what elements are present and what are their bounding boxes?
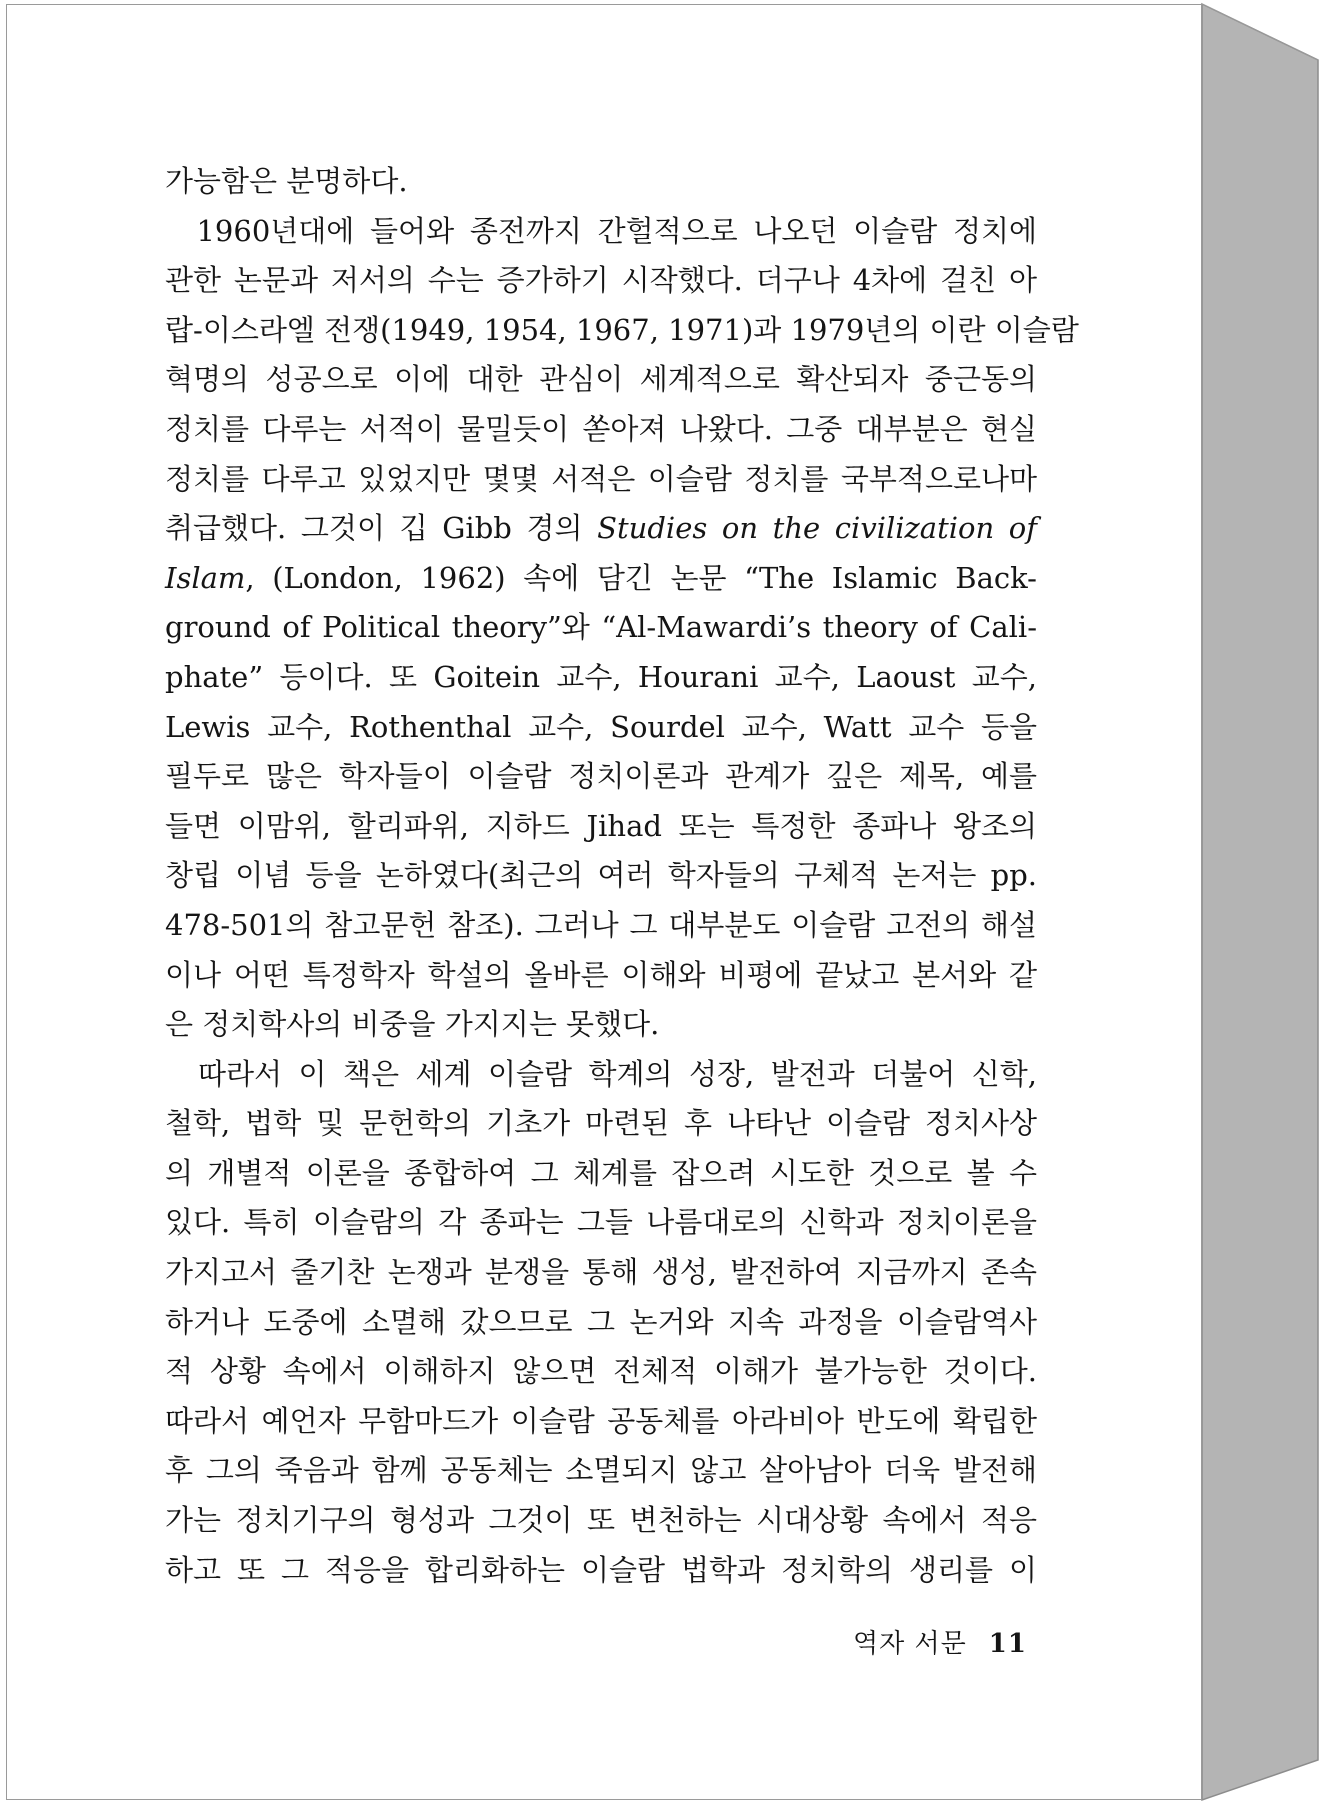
text-line: 하거나 도중에 소멸해 갔으므로 그 논거와 지속 과정을 이슬람역사 xyxy=(165,1304,1037,1339)
text-line: 있다. 특히 이슬람의 각 종파는 그들 나름대로의 신학과 정치이론을 xyxy=(165,1205,1037,1240)
text-line: 철학, 법학 및 문헌학의 기초가 마련된 후 나타난 이슬람 정치사상 xyxy=(165,1106,1037,1141)
text-line: 하고 또 그 적응을 합리화하는 이슬람 법학과 정치학의 생리를 이 xyxy=(165,1552,1037,1587)
text-segment: , (London, 1962) 속에 담긴 논문 “The Islamic Back- xyxy=(245,560,1037,595)
text-line: 후 그의 죽음과 함께 공동체는 소멸되지 않고 살아남아 더욱 발전해 xyxy=(165,1453,1037,1488)
text-line xyxy=(165,504,1037,554)
text-line: 혁명의 성공으로 이에 대한 관심이 세계적으로 확산되자 중근동의 xyxy=(165,362,1037,397)
text-line: 창립 이념 등을 논하였다(최근의 여러 학자들의 구체적 논저는 pp. xyxy=(165,858,1037,893)
text-line: 은 정치학사의 비중을 가지지는 못했다. xyxy=(165,1007,660,1042)
text-line: 정치를 다루는 서적이 물밀듯이 쏟아져 나왔다. 그중 대부분은 현실 xyxy=(165,411,1037,446)
text-line: 478-501의 참고문헌 참조). 그러나 그 대부분도 이슬람 고전의 해설 xyxy=(165,907,1037,942)
text-line: 랍-이스라엘 전쟁(1949, 1954, 1967, 1971)과 1979년의 이란 이슬람 xyxy=(165,312,1079,347)
text-line: 1960년대에 들어와 종전까지 간헐적으로 나오던 이슬람 정치에 xyxy=(165,213,1037,248)
text-line: 가능함은 분명하다. xyxy=(165,164,408,198)
text-line: 적 상황 속에서 이해하지 않으면 전체적 이해가 불가능한 것이다. xyxy=(165,1354,1037,1389)
text-line: Lewis 교수, Rothenthal 교수, Sourdel 교수, Watt 교수 등을 xyxy=(165,709,1037,744)
page xyxy=(6,4,1202,1800)
text-line: 따라서 이 책은 세계 이슬람 학계의 성장, 발전과 더불어 신학, xyxy=(165,1056,1037,1091)
text-line: 가지고서 줄기찬 논쟁과 분쟁을 통해 생성, 발전하여 지금까지 존속 xyxy=(165,1255,1037,1290)
text-line: 따라서 예언자 무함마드가 이슬람 공동체를 아라비아 반도에 확립한 xyxy=(165,1403,1037,1438)
page-footer xyxy=(853,1623,1027,1660)
text-line: 가는 정치기구의 형성과 그것이 또 변천하는 시대상황 속에서 적응 xyxy=(165,1503,1037,1538)
text-line: 이나 어떤 특정학자 학설의 올바른 이해와 비평에 끝났고 본서와 같 xyxy=(165,957,1037,992)
text-line xyxy=(165,554,1037,604)
text-line: 들면 이맘위, 할리파위, 지하드 Jihad 또는 특정한 종파나 왕조의 xyxy=(165,808,1037,843)
text-line: 의 개별적 이론을 종합하여 그 체계를 잡으려 시도한 것으로 볼 수 xyxy=(165,1155,1037,1190)
book-title-italic-end: Islam xyxy=(165,560,246,595)
text-line: 정치를 다루고 있었지만 몇몇 서적은 이슬람 정치를 국부적으로나마 xyxy=(165,461,1037,496)
page-number: 11 xyxy=(988,1629,1027,1659)
text-line: 관한 논문과 저서의 수는 증가하기 시작했다. 더구나 4차에 걸친 아 xyxy=(165,263,1037,298)
body-text xyxy=(165,157,1079,1595)
text-line: 필두로 많은 학자들이 이슬람 정치이론과 관계가 깊은 제목, 예를 xyxy=(165,759,1037,794)
text-line: ground of Political theory”와 “Al-Mawardi’s theory of Cali- xyxy=(165,610,1037,645)
book-title-italic: Studies on the civilization of xyxy=(597,511,1037,546)
text-line: phate” 등이다. 또 Goitein 교수, Hourani 교수, Laoust 교수, xyxy=(165,659,1037,694)
text-segment: 취급했다. 그것이 깁 Gibb 경의 xyxy=(165,511,598,546)
running-title: 역자 서문 xyxy=(853,1629,967,1659)
